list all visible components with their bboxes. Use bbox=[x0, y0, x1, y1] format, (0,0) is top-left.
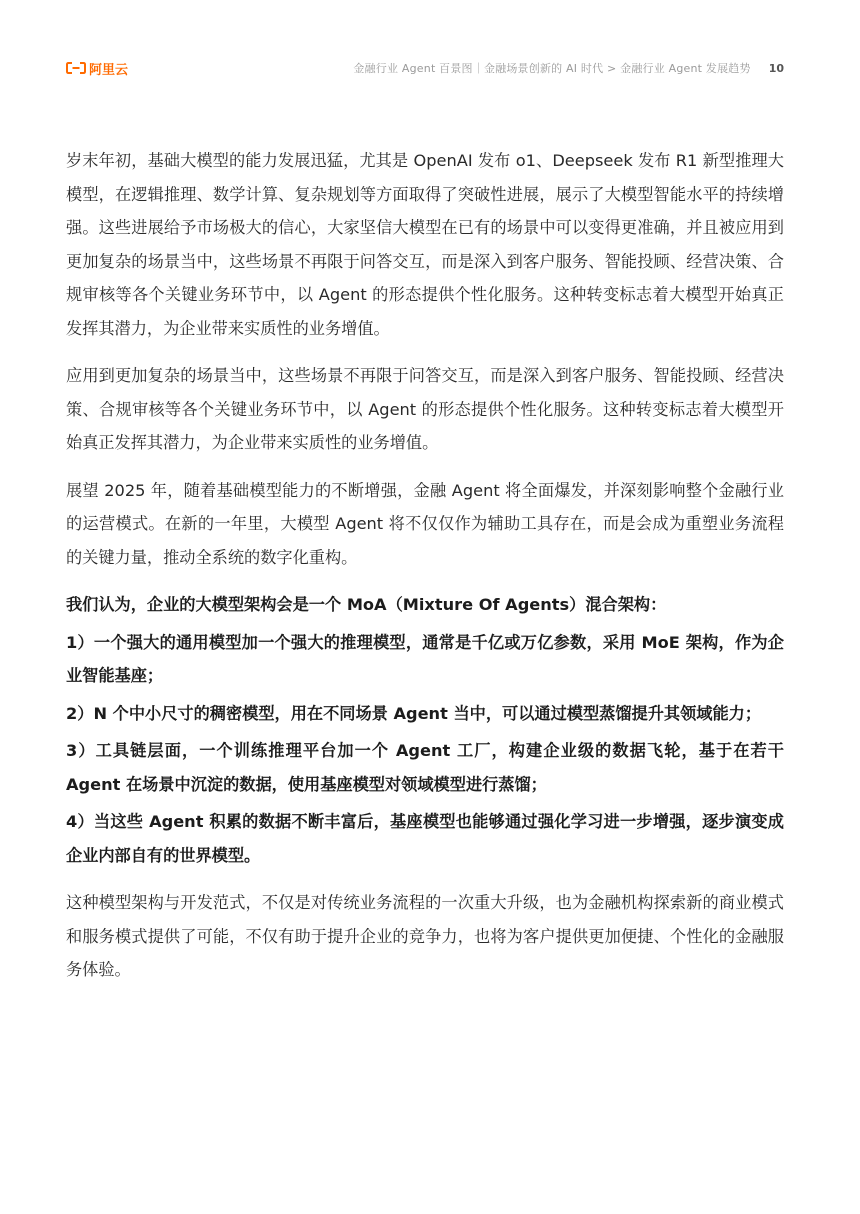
paragraph-closing: 这种模型架构与开发范式，不仅是对传统业务流程的一次重大升级，也为金融机构探索新的商业模式和服务模式提供了可能，不仅有助于提升企业的竞争力，也将为客户提供更加便捷、个性化的金融服务体验。 bbox=[66, 893, 784, 979]
aliyun-logo-icon bbox=[66, 62, 86, 74]
paragraph-outlook: 展望 2025 年，随着基础模型能力的不断增强，金融 Agent 将全面爆发，并深刻影响整个金融行业的运营模式。在新的一年里，大模型 Agent 将不仅仅作为辅助工具存在，而是会成为重塑业务流程的关键力量，推动全系统的数字化重构。 bbox=[66, 480, 784, 567]
moa-intro: 我们认为，企业的大模型架构会是一个 MoA（Mixture Of Agents）混合架构： bbox=[66, 595, 667, 614]
logo-text: 阿里云 bbox=[89, 62, 129, 78]
moa-item-3: 3）工具链层面，一个训练推理平台加一个 Agent 工厂，构建企业级的数据飞轮，基于在若干 Agent 在场景中沉淀的数据，使用基座模型对领域模型进行蒸馏； bbox=[66, 741, 784, 794]
page-number: 10 bbox=[768, 61, 784, 75]
document-body bbox=[66, 144, 784, 1001]
moa-item-1: 1）一个强大的通用模型加一个强大的推理模型，通常是千亿或万亿参数，采用 MoE 架构，作为企业智能基座； bbox=[66, 632, 784, 685]
moa-item-4: 4）当这些 Agent 积累的数据不断丰富后，基座模型也能够通过强化学习进一步增强，逐步演变成企业内部自有的世界模型。 bbox=[66, 812, 784, 865]
paragraph-intro: 岁末年初，基础大模型的能力发展迅猛，尤其是 OpenAI 发布 o1、Deepseek 发布 R1 新型推理大模型，在逻辑推理、数学计算、复杂规划等方面取得了突破性进展，展示了大模型智能水平的持续增强。这些进展给予市场极大的信心，大家坚信大模型在已有的场景中可以变得更准确，并且被应用到更加复杂的场景当中，这些场景不再限于问答交互，而是深入到客户服务、智能投顾、经营决策、合规审核等各个关键业务环节中，以 Agent 的形态提供个性化服务。这种转变标志着大模型开始真正发挥其潜力，为企业带来实质性的业务增值。 bbox=[66, 151, 784, 338]
page-header bbox=[66, 58, 784, 78]
paragraph-application: 应用到更加复杂的场景当中，这些场景不再限于问答交互，而是深入到客户服务、智能投顾、经营决策、合规审核等各个关键业务环节中，以 Agent 的形态提供个性化服务。这种转变标志着大模型开始真正发挥其潜力，为企业带来实质性的业务增值。 bbox=[66, 366, 784, 452]
moa-item-2: 2）N 个中小尺寸的稠密模型，用在不同场景 Agent 当中，可以通过模型蒸馏提升其领域能力； bbox=[66, 703, 762, 723]
aliyun-logo bbox=[66, 59, 128, 78]
breadcrumb: 金融行业 Agent 百景图｜金融场景创新的 AI 时代 > 金融行业 Agent 发展趋势 bbox=[353, 62, 751, 75]
